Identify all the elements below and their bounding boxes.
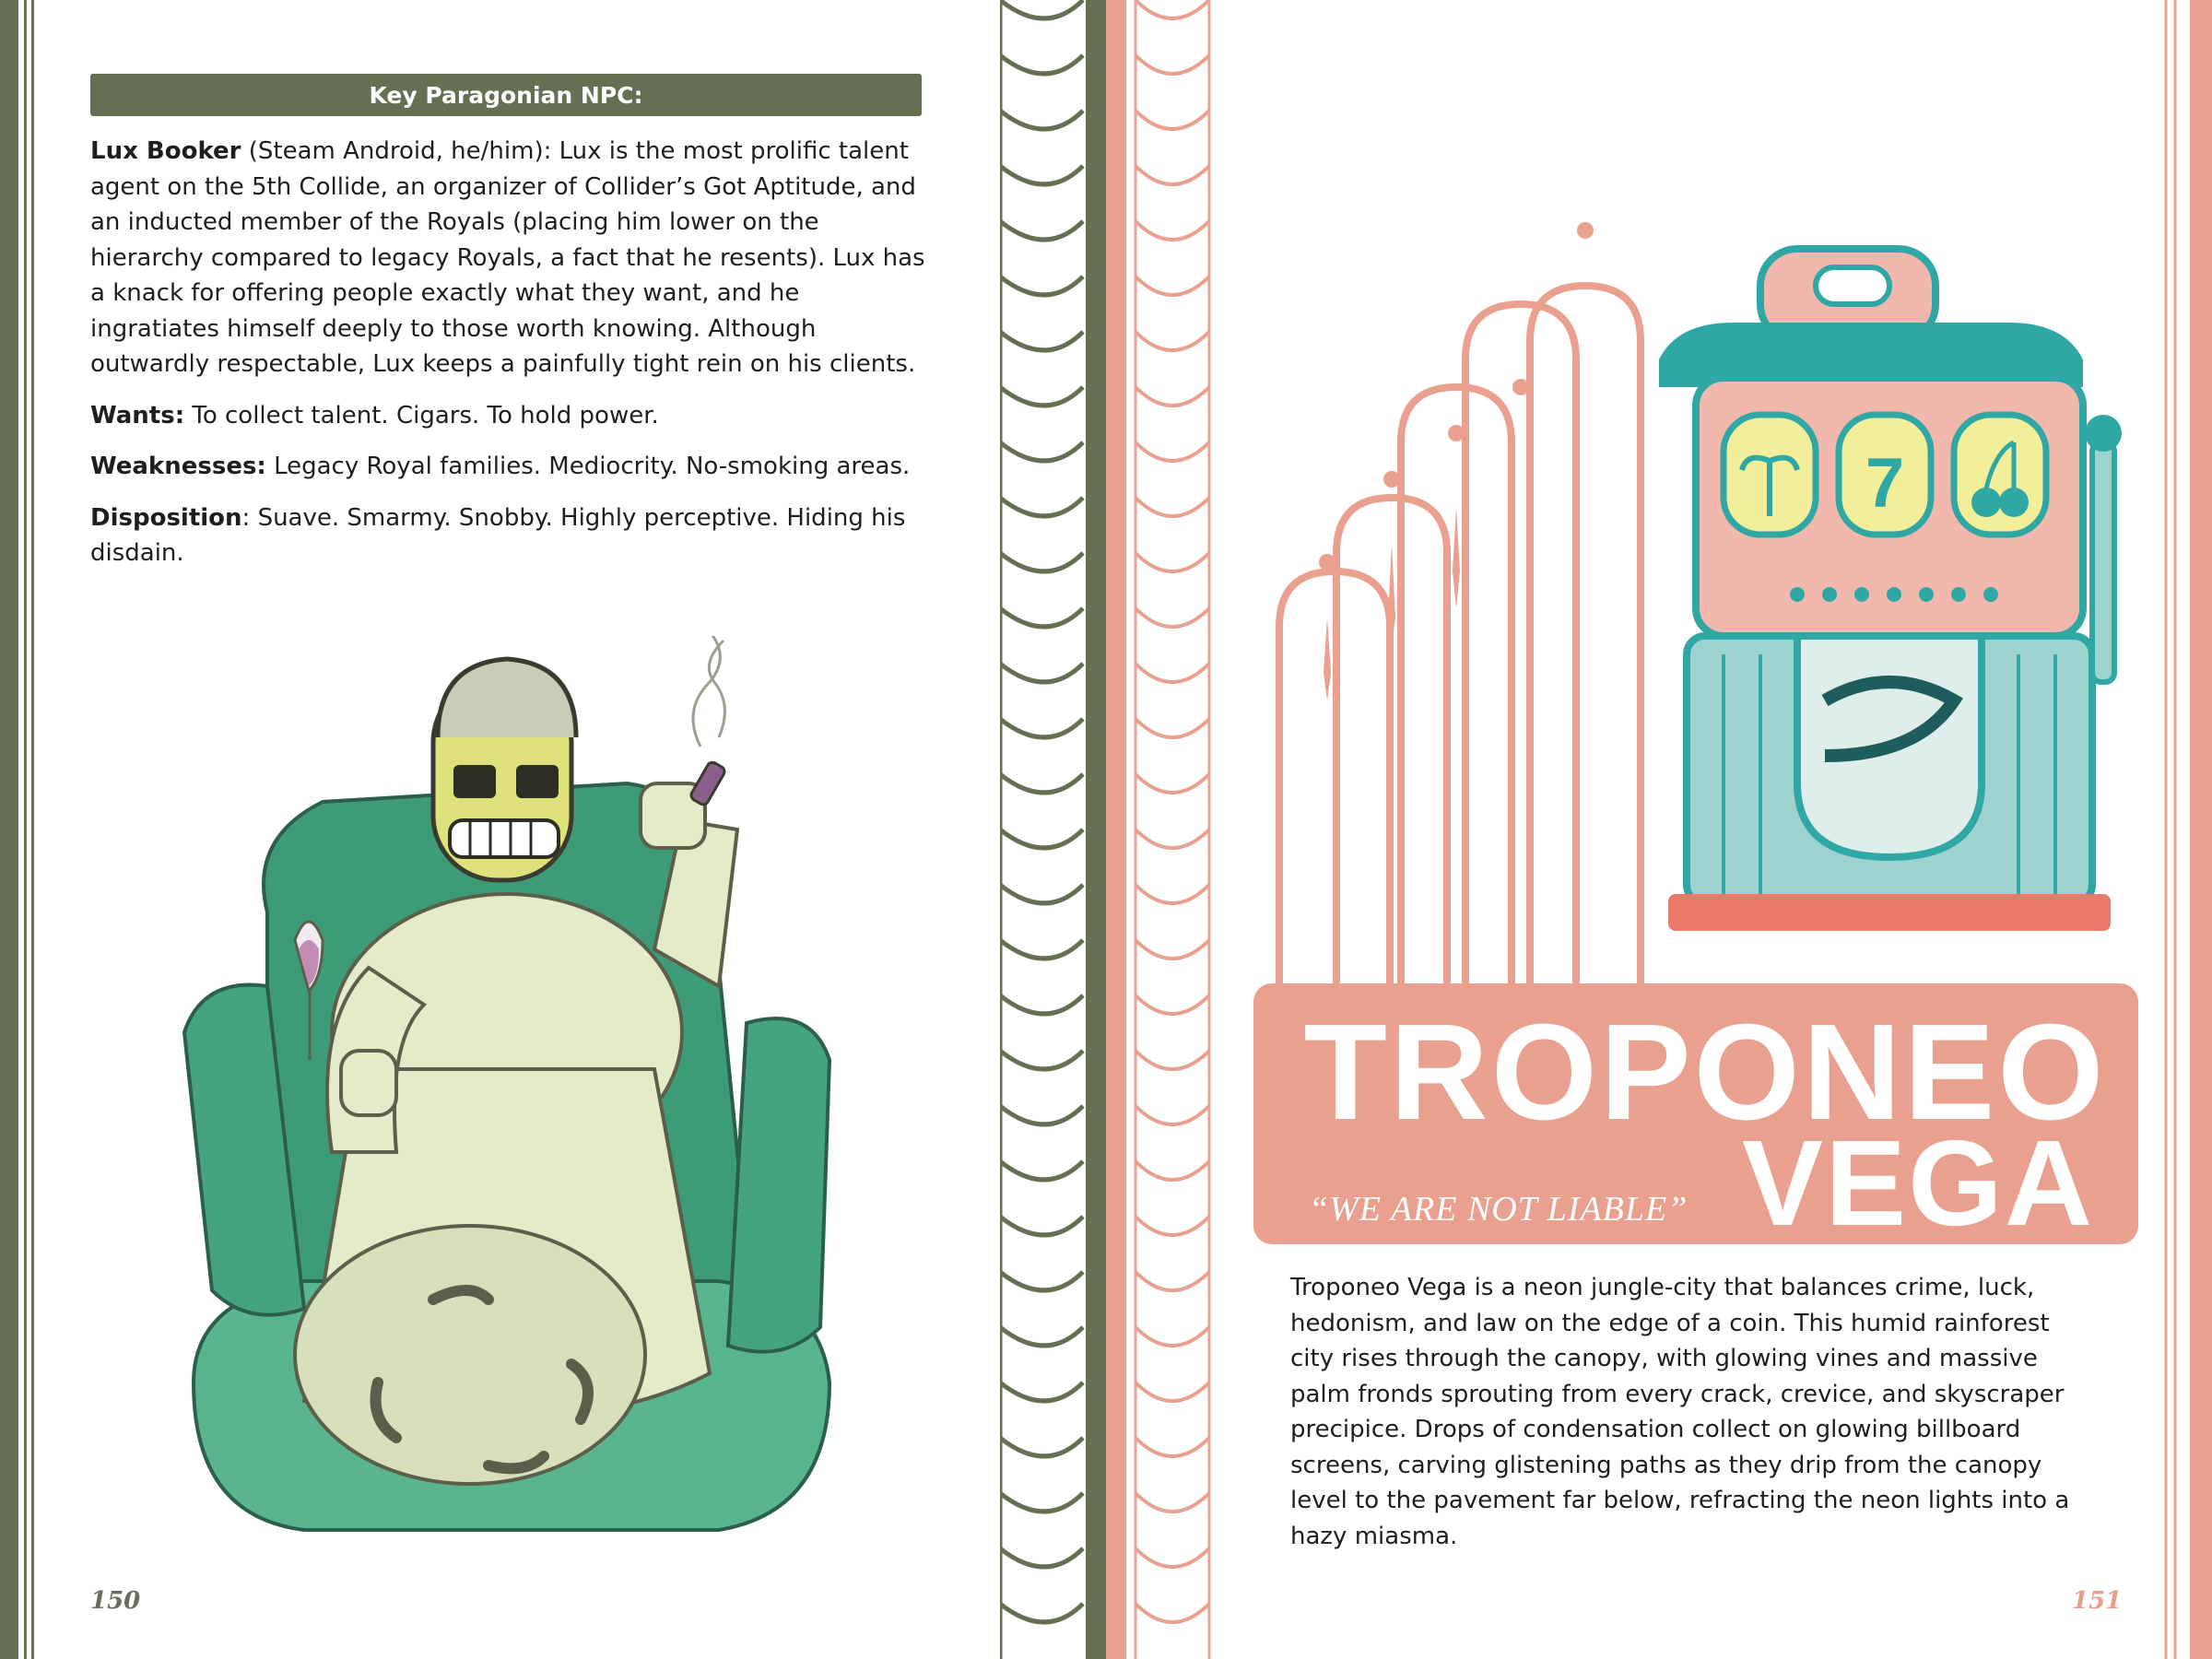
npc-intro-paragraph (90, 134, 929, 382)
art-deco-pipes-ornament (1272, 175, 1659, 986)
npc-weaknesses-paragraph (90, 449, 929, 485)
npc-name: Lux Booker (90, 137, 241, 165)
weaknesses-label: Weaknesses: (90, 453, 266, 480)
slot-machine-illustration (1659, 230, 2138, 940)
disposition-text: : Suave. Smarmy. Snobby. Highly perceptive. Hiding his disdain. (90, 503, 906, 567)
reel-seven: 7 (1865, 444, 1905, 523)
city-tagline: “WE ARE NOT LIABLE” (1309, 1190, 1688, 1229)
city-title-line1: TROPONEO (1303, 996, 2107, 1148)
left-border-line (24, 0, 27, 1659)
city-title-line2: VEGA (1742, 1115, 2095, 1251)
robot-in-armchair-illustration (157, 636, 857, 1567)
left-border-band (0, 0, 18, 1659)
page-number-right: 151 (2072, 1587, 2123, 1615)
npc-wants-paragraph (90, 398, 929, 434)
npc-intro: (Steam Android, he/him): Lux is the most prolific talent agent on the 5th Collide, an organizer of Collider’s Got Aptitude, and an inducted member of the Royals (placing him lower on the hierarchy compared to legacy Royals, a fact that he resents). Lux has a knack for offering people exactly what they want, and he ingratiates himself deeply to those worth knowing. Although outwardly respectable, Lux keeps a painfully tight rein on his clients. (90, 137, 925, 378)
disposition-label: Disposition (90, 503, 242, 532)
npc-section-header: Key Paragonian NPC: (90, 74, 922, 116)
npc-disposition-paragraph (90, 500, 929, 571)
city-description: Troponeo Vega is a neon jungle-city that balances crime, luck, hedonism, and law on the edge of a coin. This humid rainforest city rises through the canopy, with glowing vines and massive palm fronds sprouting from every crack, crevice, and skyscraper precipice. Drops of condensation collect on glowing billboard screens, carving glistening paths as they drip from the canopy level to the pavement far below, refracting the neon lights into a hazy miasma. (1290, 1274, 2070, 1550)
left-border-line (31, 0, 34, 1659)
page-number-left: 150 (90, 1587, 141, 1615)
wants-text: To collect talent. Cigars. To hold power. (184, 401, 659, 429)
gutter-band-green (1086, 0, 1106, 1659)
npc-description (90, 134, 929, 587)
weaknesses-text: Legacy Royal families. Mediocrity. No-smoking areas. (265, 453, 911, 480)
wants-label: Wants: (90, 401, 185, 429)
